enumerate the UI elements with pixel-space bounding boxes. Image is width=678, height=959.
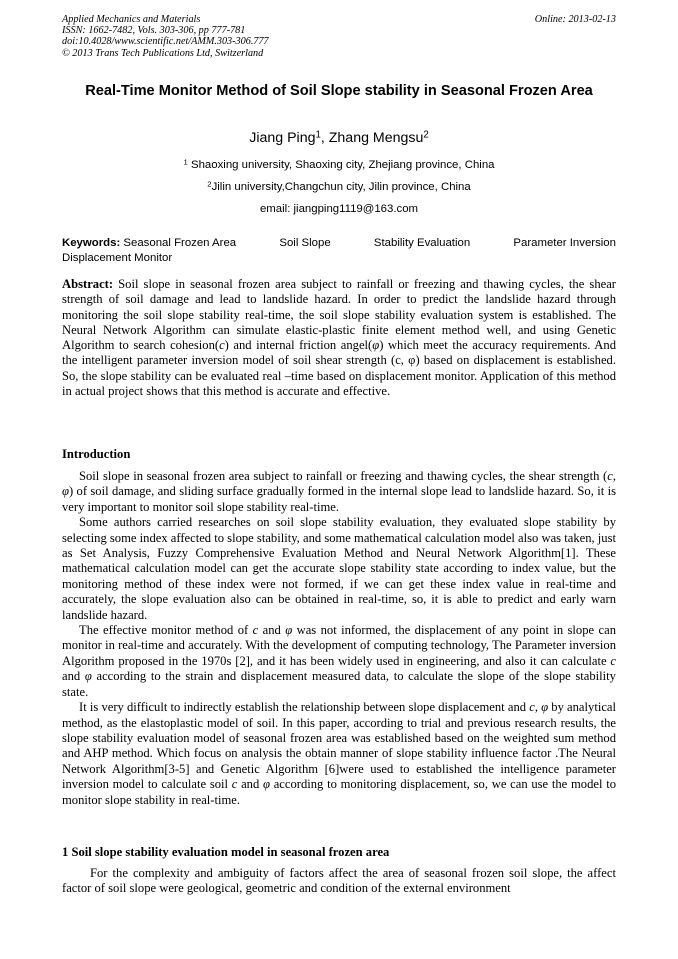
author-separator: , — [320, 130, 329, 146]
author-name: Zhang Mengsu — [328, 130, 424, 146]
paper-title: Real-Time Monitor Method of Soil Slope stability in Seasonal Frozen Area — [85, 83, 593, 99]
copyright-line: © 2013 Trans Tech Publications Ltd, Switzerland — [62, 47, 264, 59]
keyword: Seasonal Frozen Area — [123, 237, 237, 249]
keywords-label: Keywords: — [62, 237, 121, 249]
symbol-c: c — [529, 700, 535, 715]
journal-name: Applied Mechanics and Materials — [62, 14, 201, 25]
abstract-text: ) which meet the accuracy requirements. And the intelligent parameter inversion model of soil shear strength (c, φ) based on displacement is established. So, the slope stability can be evaluated real –time based on displacement monitor. Application of this method in actual project shows that this method is accurate and effective. — [62, 338, 616, 399]
symbol-c: c — [252, 623, 259, 638]
affiliation-mark: 1 — [183, 157, 188, 167]
text-run: and — [237, 777, 263, 792]
section-1-body — [62, 866, 616, 897]
email-address: email: jiangping1119@163.com — [259, 203, 419, 215]
introduction-body — [62, 469, 616, 808]
symbol-phi: φ — [62, 484, 69, 499]
section-1-heading: 1 Soil slope stability evaluation model in seasonal frozen area — [62, 845, 390, 859]
author-line — [62, 129, 616, 147]
keyword: Parameter Inversion — [513, 237, 616, 249]
abstract-text: Soil slope in seasonal frozen area subject to rainfall or freezing and thawing cycles, the shear strength of soil damage and lead to landslide hazard. In order to predict the landslide hazard through monitoring the soil slope stability real-time, the soil slope stability evaluation system is established. The Neural Network Algorithm can simulate elastic-plastic finite element method well, and using Genetic Algorithm to search cohesion( — [62, 277, 616, 353]
symbol-c: c — [610, 653, 616, 668]
symbol-c: c — [231, 777, 238, 792]
symbol-phi: φ — [285, 623, 293, 638]
symbol-c: c — [607, 469, 613, 483]
text-run: and — [258, 623, 286, 638]
affiliation-text: Shaoxing university, Shaoxing city, Zhejiang province, China — [187, 159, 495, 171]
text-run: and — [62, 669, 85, 684]
symbol-phi: φ — [263, 777, 270, 792]
symbol-phi: φ — [84, 669, 92, 684]
online-date: Online: 2013-02-13 — [534, 14, 616, 25]
text-run: The effective monitor method of — [79, 623, 253, 638]
keywords-line — [62, 236, 616, 251]
text-run: according to monitoring displacement, so, we can use the model to monitor slope stability in real-time. — [62, 777, 616, 807]
text-run: was not informed, the displacement of any point in slope can monitor in real-time and accurately. With the development of computing technology, The Parameter inversion Algorithm proposed in the 1970s [2], and it has been widely used in engineering, and also it can calculate — [62, 623, 617, 668]
affiliation-mark: 2 — [207, 179, 212, 189]
journal-header — [62, 14, 616, 59]
text-run: according to the strain and displacement measured data, to calculate the slope of the slope stability state. — [62, 669, 616, 699]
paragraph: For the complexity and ambiguity of factors affect the area of seasonal frozen soil slope, the affect factor of soil slope were geological, geometric and condition of the external environment — [62, 866, 616, 896]
affiliation-text: Jilin university,Changchun city, Jilin province, China — [211, 181, 471, 193]
keywords-first — [62, 236, 236, 251]
issn-line: ISSN: 1662-7482, Vols. 303-306, pp 777-781 — [62, 25, 246, 37]
paragraph — [62, 700, 616, 808]
abstract-text: ) and internal friction angel( — [224, 338, 373, 353]
text-run: , — [612, 469, 616, 483]
abstract-label: Abstract: — [62, 277, 114, 291]
text-run: ) of soil damage, and sliding surface gradually formed in the internal slope lead to landslide hazard. So, it is very important to monitor soil slope stability real-time. — [62, 484, 616, 514]
symbol-phi: φ — [372, 338, 380, 353]
affiliation-1 — [62, 158, 616, 172]
paragraph — [62, 469, 616, 515]
keyword: Stability Evaluation — [373, 237, 471, 249]
author-affiliation-mark: 1 — [315, 129, 321, 141]
text-run: , — [534, 700, 542, 715]
paragraph — [62, 623, 616, 700]
text-run: It is very difficult to indirectly establish the relationship between slope displacement and — [79, 700, 530, 715]
symbol-phi: φ — [541, 700, 549, 715]
text-run: by analytical method, as the elastoplastic model of soil. In this paper, according to trial and previous research results, the slope stability evaluation model of seasonal frozen area was established based on the weighted sum method and AHP method. Which focus on analysis the obtain manner of slope stability influence factor .The Neural Network Algorithm[3-5] and Genetic Algorithm [6]were used to established the intelligence parameter inversion model to calculate soil — [62, 700, 616, 792]
text-run: Soil slope in seasonal frozen area subject to rainfall or freezing and thawing cycles, the shear strength ( — [79, 469, 608, 483]
doi-line: doi:10.4028/www.scientific.net/AMM.303-306.777 — [62, 36, 269, 48]
symbol-c: c — [219, 338, 225, 353]
abstract — [62, 277, 616, 399]
keyword: Soil Slope — [279, 237, 331, 249]
keywords-block — [62, 236, 616, 265]
author-affiliation-mark: 2 — [423, 129, 429, 141]
paragraph: Some authors carried researches on soil slope stability evaluation, they evaluated slope stability by selecting some index affected to slope stability, and some mathematical calculation model also was taken, just as Set Analysis, Fuzzy Comprehensive Evaluation Method and Neural Network Algorithm[1]. These mathematical calculation model can get the accurate slope stability state according to index value, but the monitoring method of these index were not formed, if we can get these index value in real-time and accurately, the slope evaluation also can be obtained in real-time, so, it is able to predict and early warn landslide hazard. — [62, 515, 616, 622]
author-name: Jiang Ping — [249, 130, 316, 146]
keyword: Displacement Monitor — [62, 251, 173, 264]
affiliation-2 — [62, 180, 616, 194]
introduction-heading: Introduction — [62, 447, 131, 461]
